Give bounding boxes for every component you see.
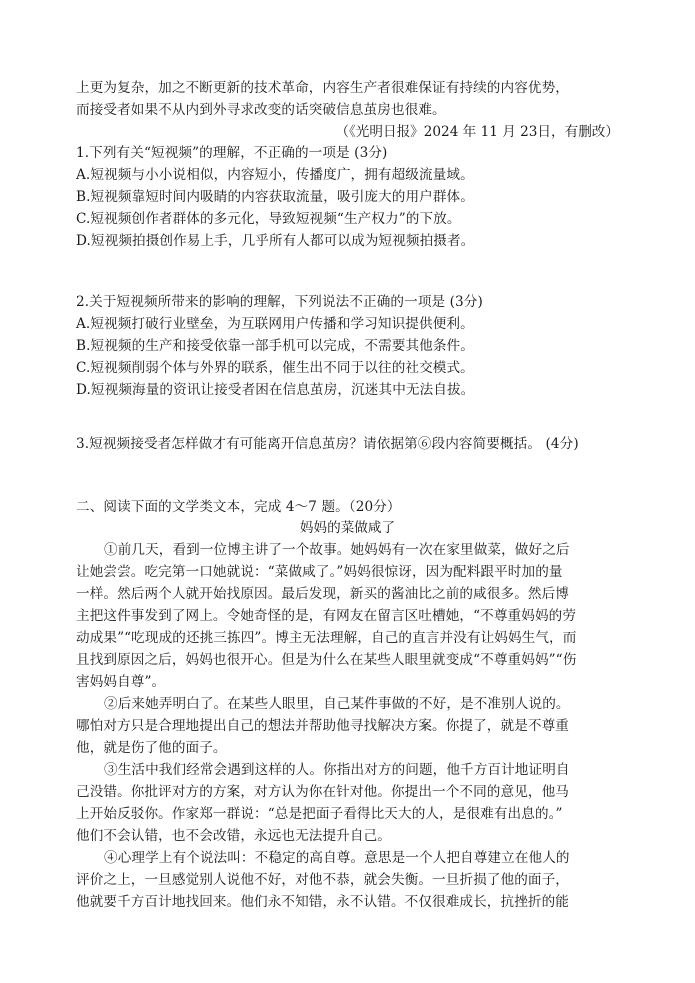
question-2-option-d: D.短视频海量的资讯让接受者困在信息茧房，沉迷其中无法自拔。: [76, 382, 475, 398]
passage-title: 妈妈的菜做咸了: [299, 520, 396, 536]
question-1-option-b: B.短视频靠短时间内吸睛的内容获取流量，吸引庞大的用户群体。: [76, 189, 474, 205]
paragraph-4-line: ④心理学上有个说法叫：不稳定的高自尊。意思是一个人把自尊建立在他人的: [104, 850, 570, 866]
paragraph-1-line: 一样。然后两个人就开始找原因。最后发现，新买的酱油比之前的咸很多。然后博: [76, 586, 569, 602]
paragraph-1-line: ①前几天，看到一位博主讲了一个故事。她妈妈有一次在家里做菜，做好之后: [104, 542, 570, 558]
paragraph-4-line: 评价之上，一旦感觉别人说他不好，对他不恭，就会失衡。一旦折损了他的面子，: [76, 872, 569, 888]
paragraph-1-line: 害妈妈自尊”。: [76, 674, 166, 690]
paragraph-4-line: 他就要千方百计地找回来。他们永不知错，永不认错。不仅很难成长，抗挫折的能: [76, 894, 569, 910]
question-1-option-c: C.短视频创作者群体的多元化，导致短视频“生产权力”的下放。: [76, 211, 461, 227]
question-2-option-b: B.短视频的生产和接受依靠一部手机可以完成，不需要其他条件。: [76, 338, 474, 354]
source-citation: （《光明日报》2024 年 11 月 23日，有删改）: [335, 124, 619, 140]
question-2-stem: 2.关于短视频所带来的影响的理解，下列说法不正确的一项是 (3分): [76, 294, 483, 310]
section-heading: 二、阅读下面的文学类文本，完成 4～7 题。（20分）: [76, 499, 401, 515]
paragraph-3-line: 上开始反驳你。作家郑一群说：“总是把面子看得比天大的人，是很难有出息的。”: [76, 806, 563, 822]
paragraph-3-line: ③生活中我们经常会遇到这样的人。你指出对方的问题，他千方百计地证明自: [104, 762, 570, 778]
paragraph-1-line: 且找到原因之后，妈妈也很开心。但是为什么在某些人眼里就变成“不尊重妈妈”“伤: [76, 652, 577, 668]
question-1-stem: 1.下列有关“短视频”的理解，不正确的一项是 (3分): [76, 145, 388, 161]
paragraph-3-line: 他们不会认错，也不会改错，永远也无法提升自己。: [76, 828, 391, 844]
paragraph-2-line: ②后来她弄明白了。在某些人眼里，自己某件事做的不好，是不准别人说的。: [104, 696, 570, 712]
question-2-option-a: A.短视频打破行业壁垒，为互联网用户传播和学习知识提供便利。: [76, 316, 474, 332]
paragraph-1-line: 主把这件事发到了网上。令她奇怪的是，有网友在留言区吐槽她，“不尊重妈妈的劳: [76, 608, 577, 624]
paragraph-2-line: 哪怕对方只是合理地提出自己的想法并帮助他寻找解决方案。你提了，就是不尊重: [76, 718, 569, 734]
paragraph-1-line: 动成果”“吃现成的还挑三拣四”。博主无法理解，自己的直言并没有让妈妈生气，而: [76, 630, 577, 646]
question-3-stem: 3.短视频接受者怎样做才有可能离开信息茧房？请依据第⑥段内容简要概括。 (4分): [76, 436, 579, 452]
intro-line: 而接受者如果不从内到外寻求改变的话突破信息茧房也很难。: [76, 102, 446, 118]
question-2-option-c: C.短视频削弱个体与外界的联系，催生出不同于以往的社交模式。: [76, 360, 474, 376]
paragraph-2-line: 他，就是伤了他的面子。: [76, 740, 227, 756]
paragraph-1-line: 让她尝尝。吃完第一口她就说：“菜做咸了。”妈妈很惊讶，因为配料跟平时加的量: [76, 564, 563, 580]
intro-line: 上更为复杂，加之不断更新的技术革命，内容生产者很难保证有持续的内容优势，: [76, 80, 569, 96]
paragraph-3-line: 己没错。你批评对方的方案，对方认为你在针对他。你提出一个不同的意见，他马: [76, 784, 569, 800]
question-1-option-d: D.短视频拍摄创作易上手，几乎所有人都可以成为短视频拍摄者。: [76, 233, 475, 249]
question-1-option-a: A.短视频与小小说相似，内容短小，传播度广，拥有超级流量域。: [76, 167, 474, 183]
